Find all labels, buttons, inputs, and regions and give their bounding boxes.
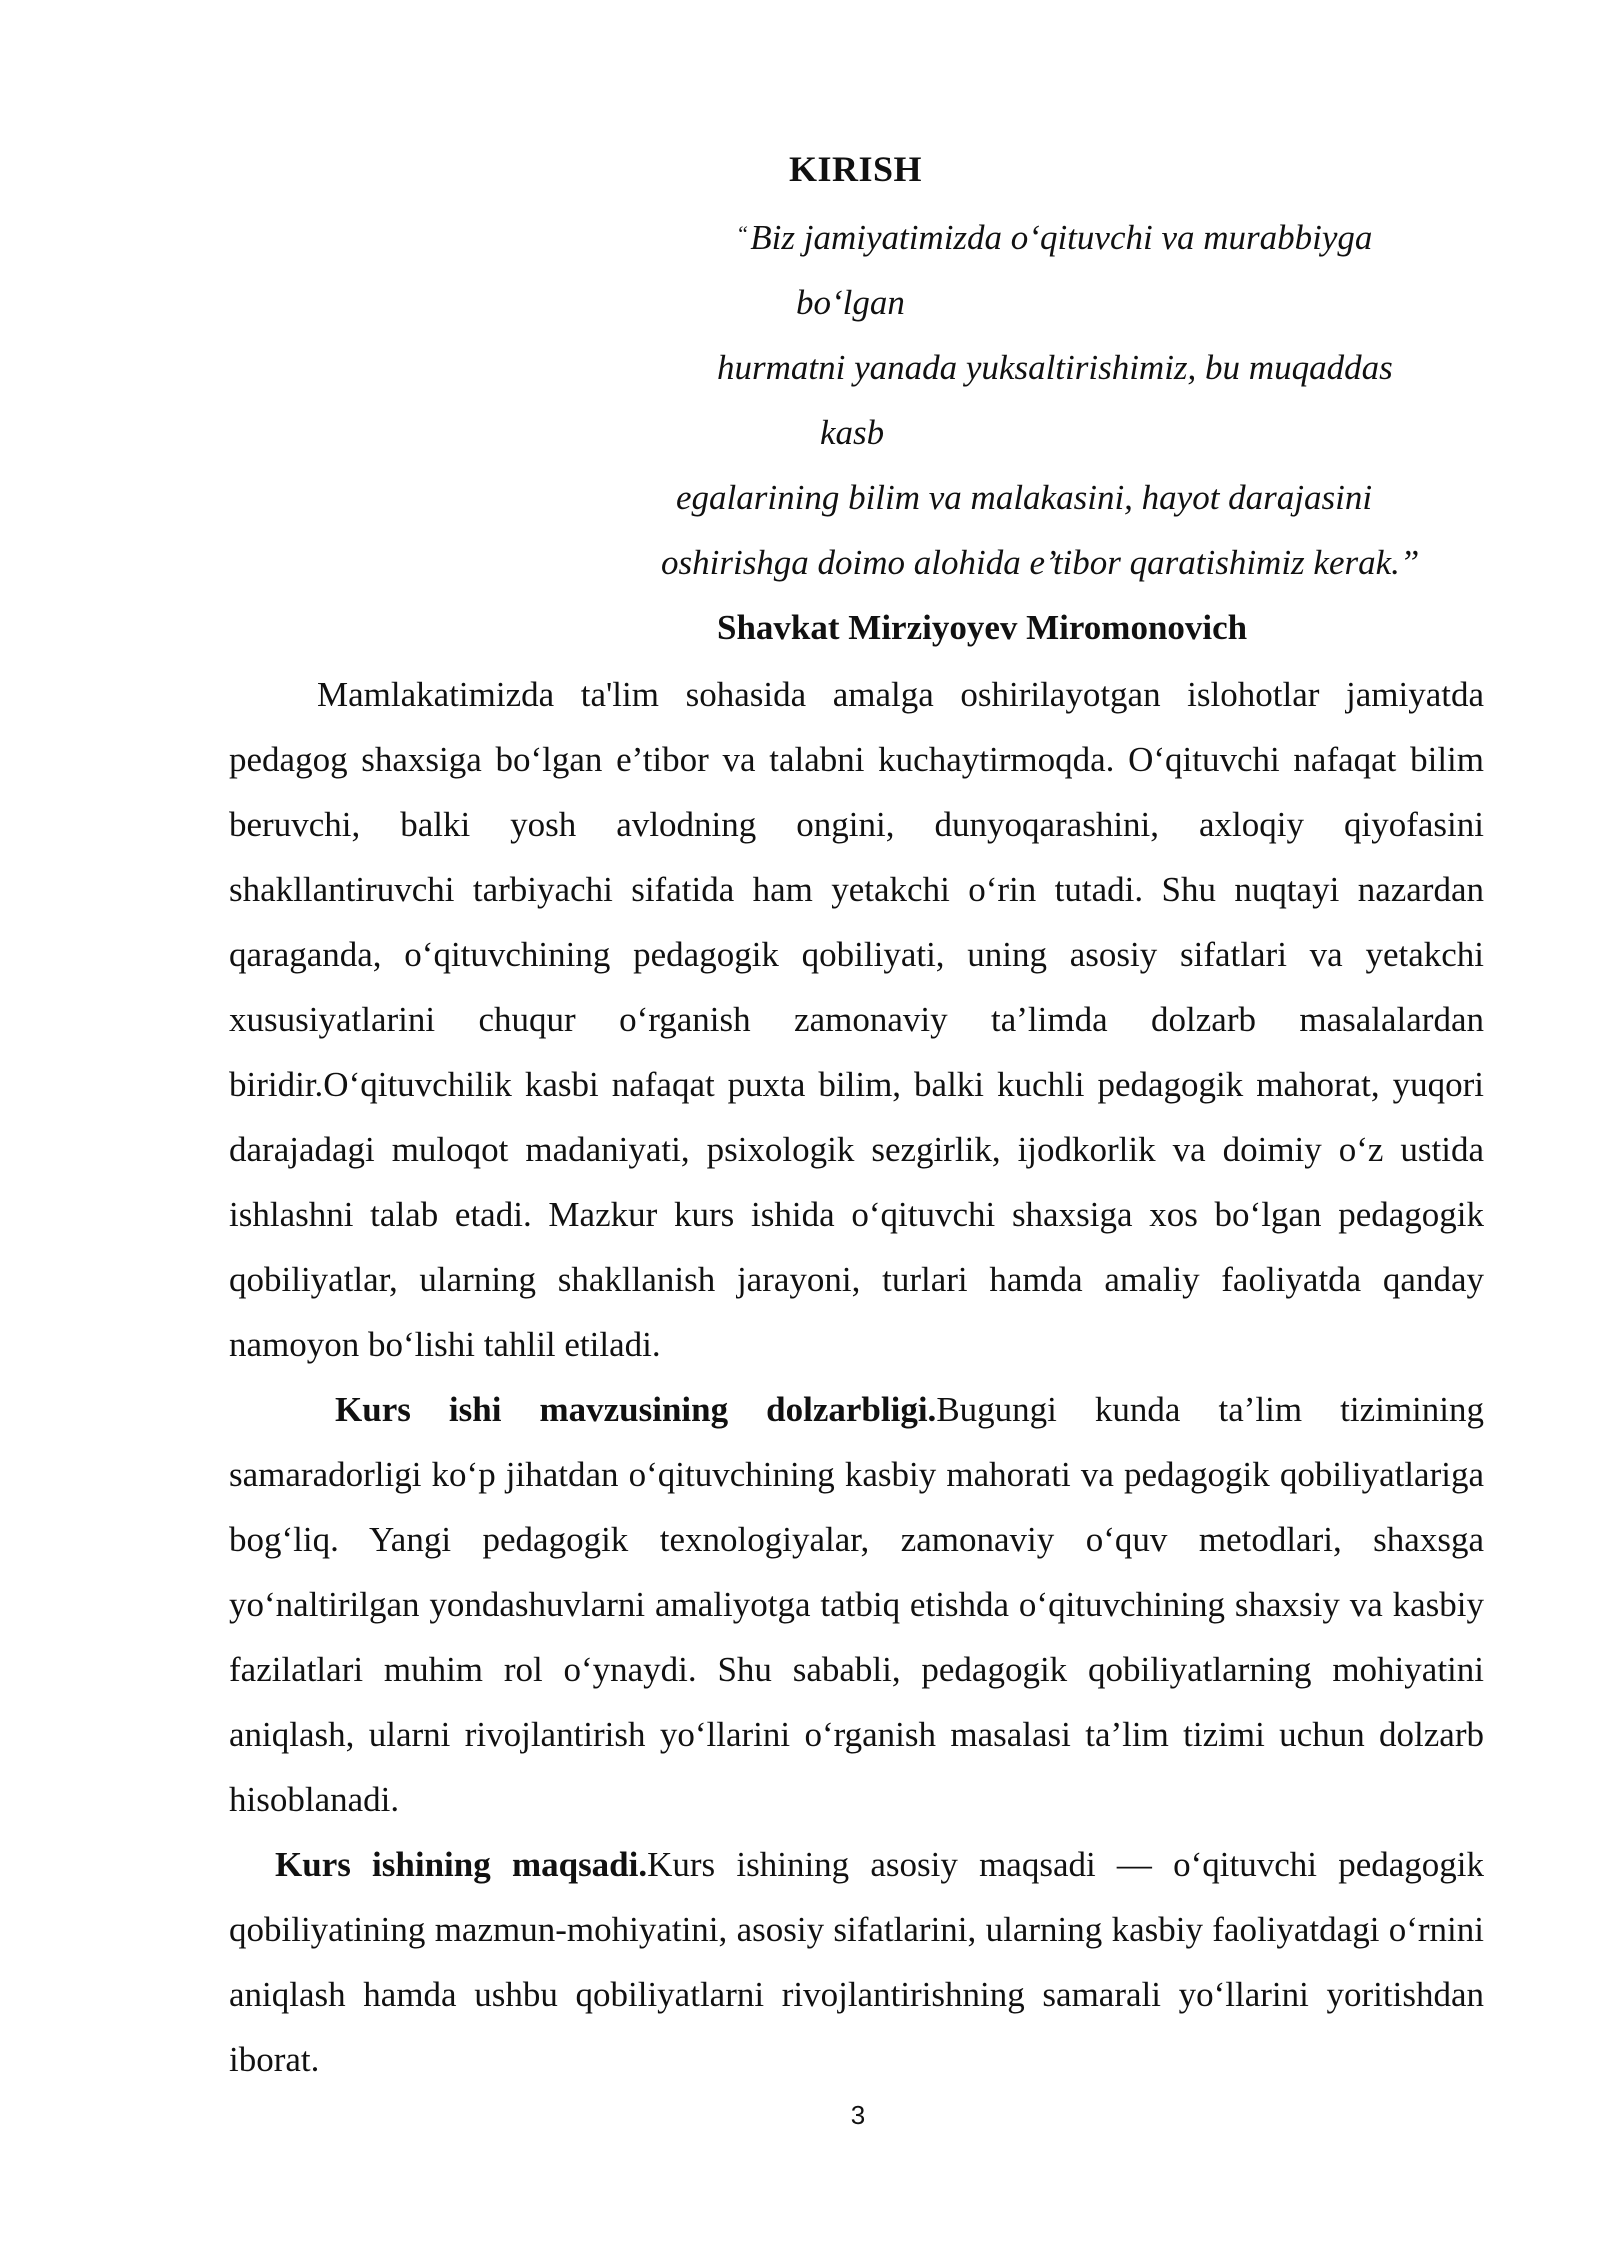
epigraph-line-6: oshirishga doimo alohida e’tibor qaratishimiz kerak.” bbox=[661, 543, 1420, 582]
epigraph-line-4: kasb bbox=[820, 413, 885, 452]
epigraph-line-5: egalarining bilim va malakasini, hayot darajasini bbox=[676, 478, 1373, 517]
paragraph-goal-lead: Kurs ishining maqsadi. bbox=[275, 1845, 648, 1884]
epigraph-line-3: hurmatni yanada yuksaltirishimiz, bu muqaddas bbox=[717, 348, 1393, 387]
section-heading: KIRISH bbox=[789, 149, 923, 189]
paragraph-goal bbox=[229, 1832, 1484, 2092]
paragraph-relevance-text: Bugungi kunda ta’lim tizimining samaradorligi ko‘p jihatdan o‘qituvchining kasbiy mahorati va pedagogik qobiliyatlariga bog‘liq. Yangi pedagogik texnologiyalar, zamonaviy o‘quv metodlari, shaxsga yo‘naltirilgan yondashuvlarni amaliyotga tatbiq etishda o‘qituvchining shaxsiy va kasbiy fazilatlari muhim rol o‘ynaydi. Shu sababli, pedagogik qobiliyatlarning mohiyatini aniqlash, ularni rivojlantirish yo‘llarini o‘rganish masalasi ta’lim tizimi uchun dolzarb hisoblanadi. bbox=[229, 1390, 1484, 1819]
paragraph-introduction bbox=[229, 662, 1484, 1377]
page-number: 3 bbox=[850, 2100, 866, 2130]
epigraph-author: Shavkat Mirziyoyev Miromonovich bbox=[717, 608, 1248, 647]
paragraph-relevance-lead: Kurs ishi mavzusining dolzarbligi. bbox=[335, 1390, 937, 1429]
paragraph-relevance bbox=[229, 1377, 1484, 1832]
epigraph-line-2: bo‘lgan bbox=[796, 283, 905, 322]
epigraph-line-1-text: Biz jamiyatimizda o‘qituvchi va murabbiyga bbox=[750, 218, 1373, 257]
paragraph-introduction-text: Mamlakatimizda ta'lim sohasida amalga oshirilayotgan islohotlar jamiyatda pedagog shaxsiga bo‘lgan e’tibor va talabni kuchaytirmoqda. O‘qituvchi nafaqat bilim beruvchi, balki yosh avlodning ongini, dunyoqarashini, axloqiy qiyofasini shakllantiruvchi tarbiyachi sifatida ham yetakchi o‘rin tutadi. Shu nuqtayi nazardan qaraganda, o‘qituvchining pedagogik qobiliyati, uning asosiy sifatlari va yetakchi xususiyatlarini chuqur o‘rganish zamonaviy ta’limda dolzarb masalalardan biridir.O‘qituvchilik kasbi nafaqat puxta bilim, balki kuchli pedagogik mahorat, yuqori darajadagi muloqot madaniyati, psixologik sezgirlik, ijodkorlik va doimiy o‘z ustida ishlashni talab etadi. Mazkur kurs ishida o‘qituvchi shaxsiga xos bo‘lgan pedagogik qobiliyatlar, ularning shakllanish jarayoni, turlari hamda amaliy faoliyatda qanday namoyon bo‘lishi tahlil etiladi. bbox=[229, 675, 1484, 1364]
paragraph-goal-text: Kurs ishining asosiy maqsadi — o‘qituvchi pedagogik qobiliyatining mazmun-mohiyatini, asosiy sifatlarini, ularning kasbiy faoliyatdagi o‘rnini aniqlash hamda ushbu qobiliyatlarni rivojlantirishning samarali yo‘llarini yoritishdan iborat. bbox=[229, 1845, 1484, 2079]
epigraph-line-1 bbox=[736, 218, 1372, 258]
epigraph-open-quote: “ bbox=[736, 221, 749, 246]
